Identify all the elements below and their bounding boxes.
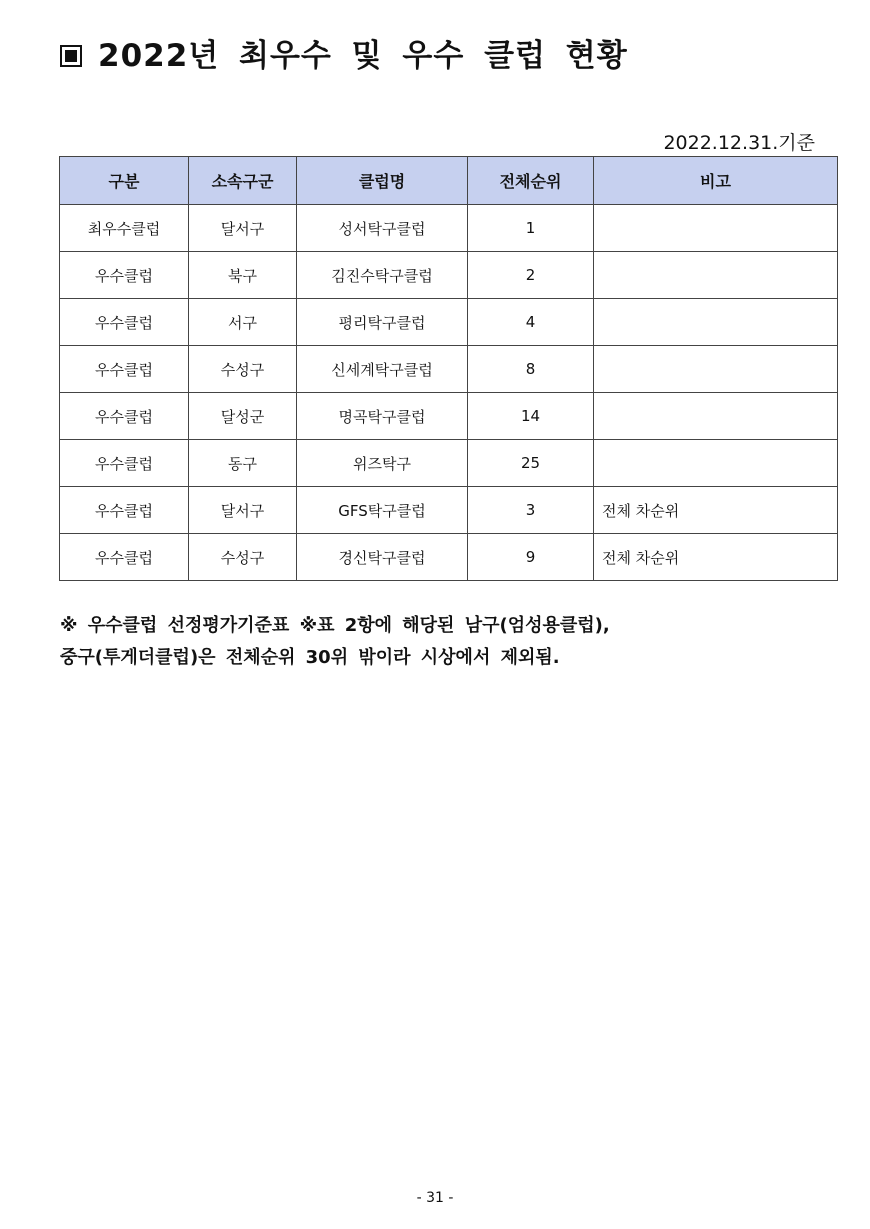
cell-category: 최우수클럽 [60, 205, 189, 252]
header-category: 구분 [60, 157, 189, 205]
cell-club-name: GFS탁구클럽 [297, 487, 468, 534]
cell-category: 우수클럽 [60, 299, 189, 346]
club-table [59, 156, 838, 581]
table-header-row [60, 157, 838, 205]
cell-district: 달성군 [189, 393, 297, 440]
cell-district: 서구 [189, 299, 297, 346]
cell-district: 수성구 [189, 534, 297, 581]
cell-club-name: 경신탁구클럽 [297, 534, 468, 581]
header-club-name: 클럽명 [297, 157, 468, 205]
cell-district: 북구 [189, 252, 297, 299]
table-row [60, 393, 838, 440]
cell-category: 우수클럽 [60, 346, 189, 393]
cell-remarks [594, 346, 838, 393]
cell-district: 동구 [189, 440, 297, 487]
cell-club-name: 평리탁구클럽 [297, 299, 468, 346]
cell-remarks: 전체 차순위 [594, 487, 838, 534]
table-row [60, 205, 838, 252]
table-row [60, 299, 838, 346]
cell-club-name: 위즈탁구 [297, 440, 468, 487]
cell-rank: 4 [468, 299, 594, 346]
cell-remarks [594, 205, 838, 252]
header-district: 소속구군 [189, 157, 297, 205]
cell-rank: 2 [468, 252, 594, 299]
cell-category: 우수클럽 [60, 534, 189, 581]
cell-rank: 8 [468, 346, 594, 393]
cell-category: 우수클럽 [60, 252, 189, 299]
footnote-line-2: 중구(투게더클럽)은 전체순위 30위 밖이라 시상에서 제외됨. [60, 647, 560, 668]
cell-district: 수성구 [189, 346, 297, 393]
page-title [60, 36, 628, 76]
cell-rank: 25 [468, 440, 594, 487]
cell-rank: 14 [468, 393, 594, 440]
footnote-line-1: ※ 우수클럽 선정평가기준표 ※표 2항에 해당된 남구(엄성용클럽), [60, 615, 610, 636]
cell-club-name: 신세계탁구클럽 [297, 346, 468, 393]
cell-rank: 9 [468, 534, 594, 581]
page-title-text: 2022년 최우수 및 우수 클럽 현황 [98, 38, 628, 74]
cell-remarks [594, 393, 838, 440]
cell-club-name: 성서탁구클럽 [297, 205, 468, 252]
table-row [60, 252, 838, 299]
table-row [60, 487, 838, 534]
cell-remarks [594, 440, 838, 487]
table-row [60, 440, 838, 487]
cell-district: 달서구 [189, 205, 297, 252]
cell-category: 우수클럽 [60, 487, 189, 534]
cell-category: 우수클럽 [60, 440, 189, 487]
cell-category: 우수클럽 [60, 393, 189, 440]
cell-remarks [594, 252, 838, 299]
footnote [60, 610, 610, 674]
table-row [60, 534, 838, 581]
header-overall-rank: 전체순위 [468, 157, 594, 205]
header-remarks: 비고 [594, 157, 838, 205]
square-bullet-icon [60, 45, 82, 67]
table-row [60, 346, 838, 393]
page-number: - 31 - [416, 1190, 454, 1206]
basis-date: 2022.12.31.기준 [663, 132, 815, 154]
cell-remarks [594, 299, 838, 346]
cell-rank: 1 [468, 205, 594, 252]
cell-rank: 3 [468, 487, 594, 534]
cell-district: 달서구 [189, 487, 297, 534]
cell-remarks: 전체 차순위 [594, 534, 838, 581]
cell-club-name: 김진수탁구클럽 [297, 252, 468, 299]
cell-club-name: 명곡탁구클럽 [297, 393, 468, 440]
